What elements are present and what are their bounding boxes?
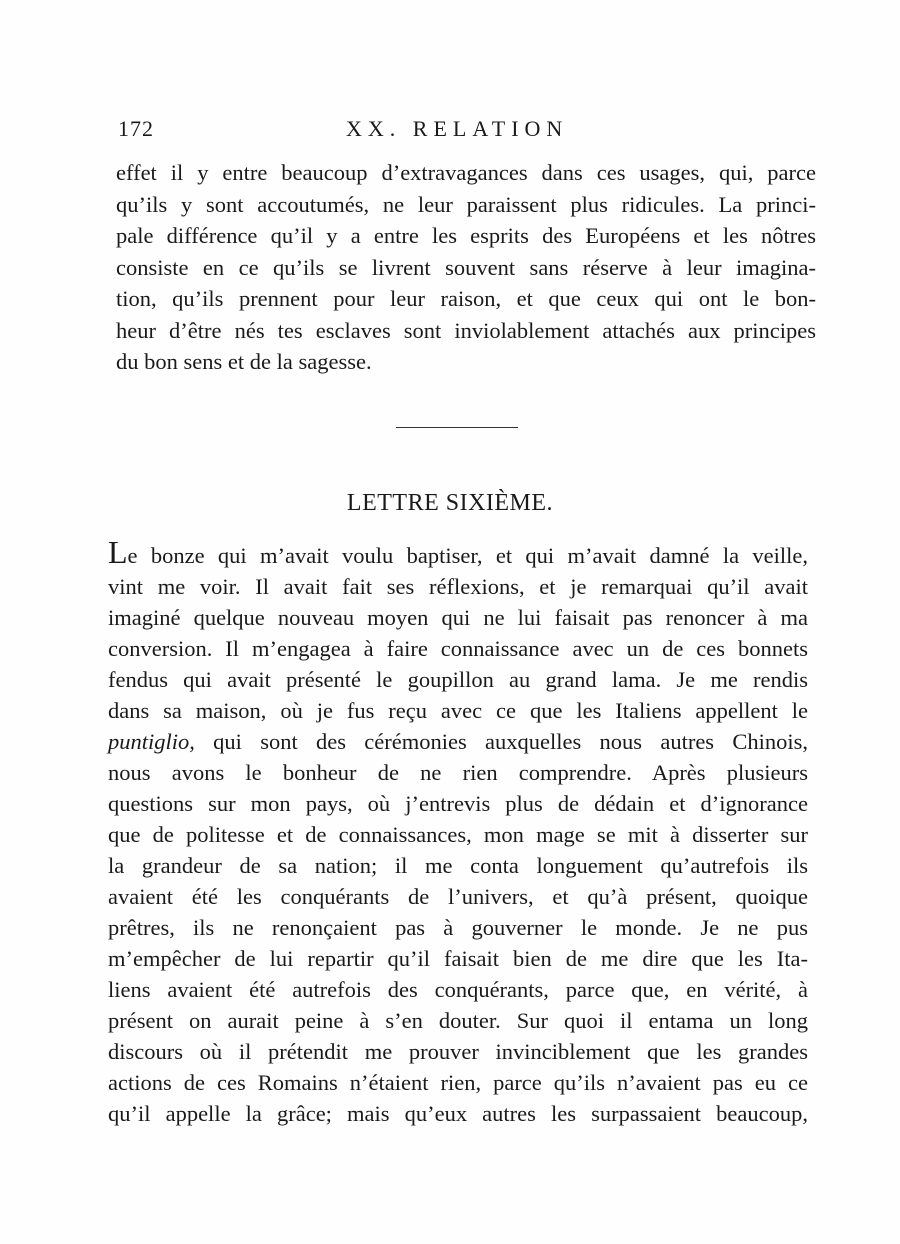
first-line-text: e bonze qui m’avait voulu baptiser, et qui m’avait damné la veille, xyxy=(127,543,808,568)
text-line: tion, qu’ils prennent pour leur raison, et que ceux qui ont le bon- xyxy=(116,286,816,311)
text-line: prêtres, ils ne renonçaient pas à gouverner le monde. Je ne pus xyxy=(108,915,808,940)
letter-body xyxy=(108,534,808,1129)
text-line: la grandeur de sa nation; il me conta longuement qu’autrefois ils xyxy=(108,853,808,878)
text-line: imaginé quelque nouveau moyen qui ne lui faisait pas renoncer à ma xyxy=(108,605,808,630)
drop-letter: L xyxy=(108,534,128,570)
text-line: effet il y entre beaucoup d’extravagances dans ces usages, qui, parce xyxy=(116,160,816,185)
section-title: LETTRE SIXIÈME. xyxy=(346,490,554,516)
text-line: du bon sens et de la sagesse. xyxy=(116,349,372,374)
text-line: conversion. Il m’engagea à faire connaissance avec un de ces bonnets xyxy=(108,636,808,661)
text-line: nous avons le bonheur de ne rien comprendre. Après plusieurs xyxy=(108,760,808,785)
text-line: qu’ils y sont accoutumés, ne leur paraissent plus ridicules. La princi- xyxy=(116,191,816,217)
italic-line-text: qui sont des cérémonies auxquelles nous autres Chinois, xyxy=(194,729,808,754)
text-line: heur d’être nés tes esclaves sont inviolablement attachés aux principes xyxy=(116,317,816,343)
text-line: consiste en ce qu’ils se livrent souvent sans réserve à leur imagina- xyxy=(116,254,816,280)
text-line: discours où il prétendit me prouver invinciblement que les grandes xyxy=(108,1039,808,1064)
text-line: m’empêcher de lui repartir qu’il faisait bien de me dire que les Ita- xyxy=(108,946,808,971)
text-line: avaient été les conquérants de l’univers, et qu’à présent, quoique xyxy=(108,884,808,909)
italic-word: puntiglio, xyxy=(108,729,195,754)
section-divider xyxy=(396,427,518,428)
text-line: présent on aurait peine à s’en douter. Sur quoi il entama un long xyxy=(108,1008,808,1033)
text-line: fendus qui avait présenté le goupillon au grand lama. Je me rendis xyxy=(108,667,808,692)
italic-line xyxy=(108,726,808,757)
text-line: que de politesse et de connaissances, mon mage se mit à disserter sur xyxy=(108,822,808,847)
running-title: XX. RELATION xyxy=(346,116,569,141)
text-line: dans sa maison, où je fus reçu avec ce que les Italiens appellent le xyxy=(108,698,808,723)
text-line: liens avaient été autrefois des conquérants, parce que, en vérité, à xyxy=(108,977,808,1002)
text-line: actions de ces Romains n’étaient rien, parce qu’ils n’avaient pas eu ce xyxy=(108,1070,808,1095)
text-line: pale différence qu’il y a entre les esprits des Européens et les nôtres xyxy=(116,223,816,248)
page-number: 172 xyxy=(118,116,154,141)
paragraph-continued xyxy=(116,157,816,378)
running-head xyxy=(118,116,818,146)
first-line xyxy=(108,534,808,571)
text-line: qu’il appelle la grâce; mais qu’eux autres les surpassaient beaucoup, xyxy=(108,1101,808,1126)
text-line: vint me voir. Il avait fait ses réflexions, et je remarquai qu’il avait xyxy=(108,574,808,599)
text-line: questions sur mon pays, où j’entrevis plus de dédain et d’ignorance xyxy=(108,791,808,816)
